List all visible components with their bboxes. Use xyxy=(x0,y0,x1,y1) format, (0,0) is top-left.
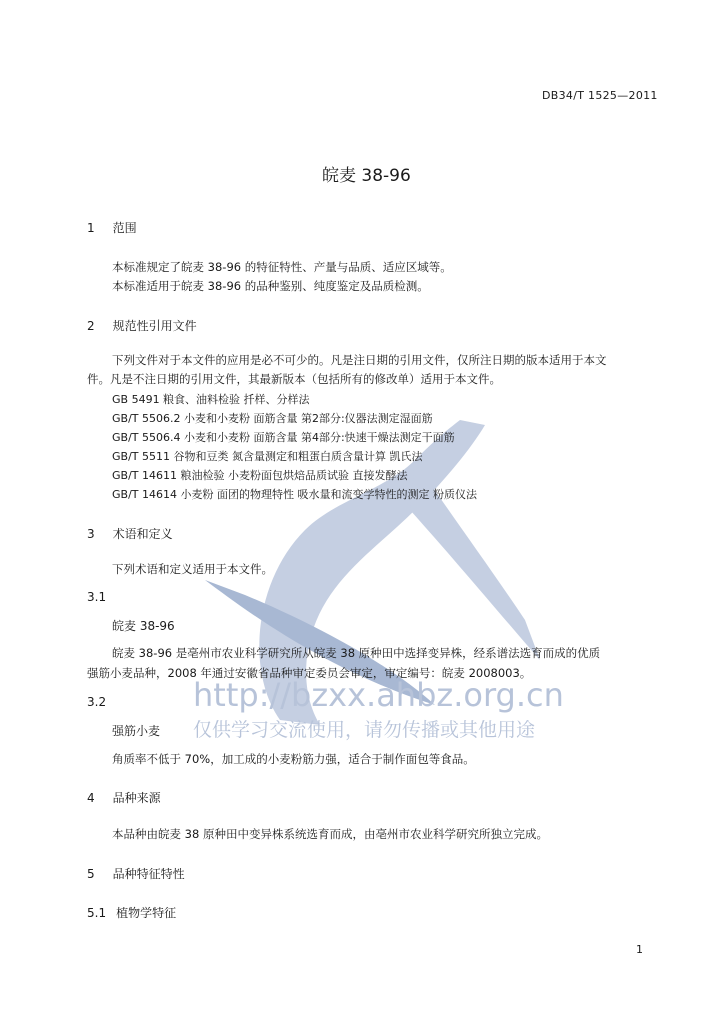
clause-number: 3.2 xyxy=(87,695,107,709)
section-number: 5.1 xyxy=(87,906,107,920)
term-name: 皖麦 38-96 xyxy=(112,619,175,633)
section-number: 2 xyxy=(87,319,95,333)
definition-line: 强筋小麦品种，2008 年通过安徽省品种审定委员会审定，审定编号：皖麦 2008003。 xyxy=(87,666,532,680)
section-title: 品种特征特性 xyxy=(112,867,185,881)
section-3-heading xyxy=(87,525,173,542)
paragraph: 本品种由皖麦 38 原种田中变异株系统选育而成，由亳州市农业科学研究所独立完成。 xyxy=(112,827,548,841)
term-name: 强筋小麦 xyxy=(112,724,161,738)
clause-number: 3.1 xyxy=(87,590,107,604)
section-title: 植物学特征 xyxy=(116,906,177,920)
section-1-heading xyxy=(87,219,137,236)
paragraph: 下列术语和定义适用于本文件。 xyxy=(112,562,273,576)
section-4-heading xyxy=(87,789,161,806)
section-title: 范围 xyxy=(112,221,137,235)
watermark-note: 仅供学习交流使用，请勿传播或其他用途 xyxy=(193,719,536,741)
reference-item: GB/T 5506.2 小麦和小麦粉 面筋含量 第2部分:仪器法测定湿面筋 xyxy=(112,412,433,425)
section-5-heading xyxy=(87,865,185,882)
paragraph: 本标准规定了皖麦 38-96 的特征特性、产量与品质、适应区域等。 xyxy=(112,260,452,274)
section-title: 术语和定义 xyxy=(112,527,173,541)
section-title: 规范性引用文件 xyxy=(112,319,197,333)
section-number: 1 xyxy=(87,221,95,235)
definition-line: 皖麦 38-96 是亳州市农业科学研究所从皖麦 38 原种田中选择变异株，经系谱法选育而成的优质 xyxy=(112,646,601,660)
paragraph: 本标准适用于皖麦 38-96 的品种鉴别、纯度鉴定及品质检测。 xyxy=(112,279,429,293)
reference-item: GB/T 5506.4 小麦和小麦粉 面筋含量 第4部分:快速干燥法测定干面筋 xyxy=(112,431,455,444)
subsection-5-1-heading xyxy=(87,904,176,921)
reference-item: GB 5491 粮食、油料检验 扦样、分样法 xyxy=(112,393,310,406)
reference-item: GB/T 14614 小麦粉 面团的物理特性 吸水量和流变学特性的测定 粉质仪法 xyxy=(112,488,477,501)
section-number: 5 xyxy=(87,867,95,881)
section-title: 品种来源 xyxy=(112,791,161,805)
document-title: 皖麦 38-96 xyxy=(322,166,411,186)
page-number: 1 xyxy=(636,943,643,956)
paragraph-line: 件。凡是不注日期的引用文件，其最新版本（包括所有的修改单）适用于本文件。 xyxy=(87,372,501,386)
section-number: 3 xyxy=(87,527,95,541)
reference-item: GB/T 14611 粮油检验 小麦粉面包烘焙品质试验 直接发酵法 xyxy=(112,469,408,482)
watermark-url: http://bzxx.ahbz.org.cn xyxy=(193,676,564,714)
reference-item: GB/T 5511 谷物和豆类 氮含量测定和粗蛋白质含量计算 凯氏法 xyxy=(112,450,423,463)
document-code: DB34/T 1525—2011 xyxy=(542,89,658,102)
paragraph-line: 下列文件对于本文件的应用是必不可少的。凡是注日期的引用文件，仅所注日期的版本适用于本文 xyxy=(112,353,607,367)
definition-line: 角质率不低于 70%，加工成的小麦粉筋力强，适合于制作面包等食品。 xyxy=(112,752,475,766)
section-number: 4 xyxy=(87,791,95,805)
section-2-heading xyxy=(87,317,197,334)
